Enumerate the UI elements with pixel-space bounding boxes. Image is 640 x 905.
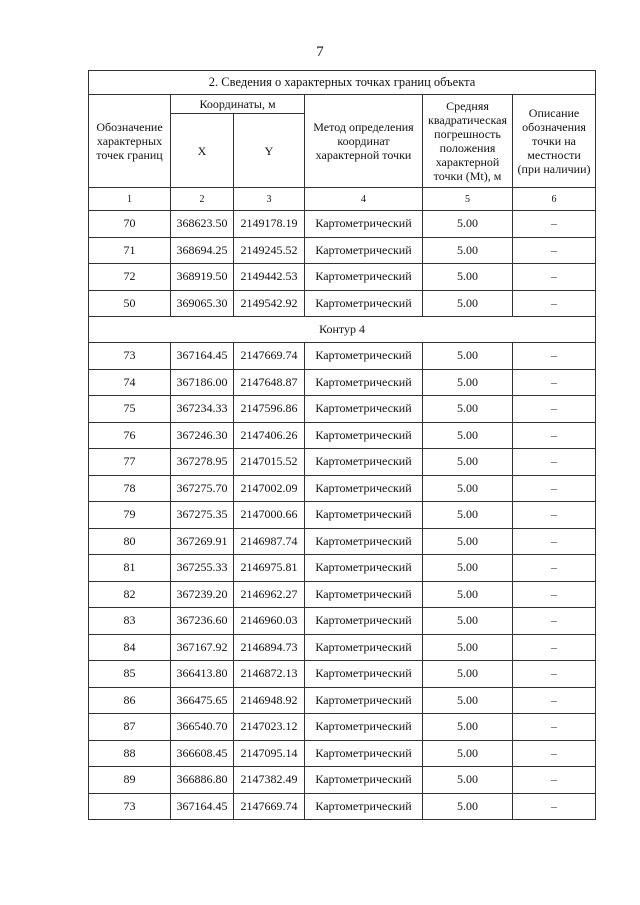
description-cell: – <box>513 449 596 476</box>
description-cell: – <box>513 608 596 635</box>
y-cell: 2147406.26 <box>234 422 305 449</box>
description-cell: – <box>513 661 596 688</box>
description-cell: – <box>513 793 596 820</box>
method-cell: Картометрический <box>305 369 423 396</box>
table-row <box>89 687 596 714</box>
method-cell: Картометрический <box>305 290 423 317</box>
table-row <box>89 767 596 794</box>
description-cell: – <box>513 343 596 370</box>
accuracy-cell: 5.00 <box>423 343 513 370</box>
accuracy-cell: 5.00 <box>423 290 513 317</box>
page-number: 7 <box>316 44 324 60</box>
table-row <box>89 608 596 635</box>
description-cell: – <box>513 502 596 529</box>
y-cell: 2147015.52 <box>234 449 305 476</box>
x-cell: 366540.70 <box>171 714 234 741</box>
method-cell: Картометрический <box>305 767 423 794</box>
y-cell: 2147023.12 <box>234 714 305 741</box>
point-cell: 71 <box>89 237 171 264</box>
point-cell: 87 <box>89 714 171 741</box>
description-cell: – <box>513 528 596 555</box>
table-row <box>89 740 596 767</box>
method-cell: Картометрический <box>305 634 423 661</box>
method-cell: Картометрический <box>305 740 423 767</box>
accuracy-cell: 5.00 <box>423 237 513 264</box>
header-accuracy: Средняя квадратическая погрешность положения характерной точки (Mt), м <box>423 95 513 188</box>
accuracy-cell: 5.00 <box>423 714 513 741</box>
point-cell: 86 <box>89 687 171 714</box>
description-cell: – <box>513 237 596 264</box>
point-cell: 85 <box>89 661 171 688</box>
y-cell: 2147002.09 <box>234 475 305 502</box>
table-row <box>89 581 596 608</box>
x-cell: 367164.45 <box>171 343 234 370</box>
table-row <box>89 264 596 291</box>
x-cell: 367275.35 <box>171 502 234 529</box>
table-row <box>89 528 596 555</box>
description-cell: – <box>513 714 596 741</box>
x-cell: 366413.80 <box>171 661 234 688</box>
column-numbers-row <box>89 188 596 211</box>
y-cell: 2149245.52 <box>234 237 305 264</box>
y-cell: 2146962.27 <box>234 581 305 608</box>
x-cell: 367269.91 <box>171 528 234 555</box>
table-row <box>89 661 596 688</box>
accuracy-cell: 5.00 <box>423 608 513 635</box>
table-row <box>89 634 596 661</box>
accuracy-cell: 5.00 <box>423 793 513 820</box>
point-cell: 50 <box>89 290 171 317</box>
header-method: Метод определения координат характерной точки <box>305 95 423 188</box>
accuracy-cell: 5.00 <box>423 528 513 555</box>
column-number: 6 <box>513 188 596 211</box>
contour-label: Контур 4 <box>89 317 596 343</box>
table-row <box>89 290 596 317</box>
header-y: Y <box>234 114 305 188</box>
accuracy-cell: 5.00 <box>423 422 513 449</box>
method-cell: Картометрический <box>305 714 423 741</box>
point-cell: 70 <box>89 211 171 238</box>
table-row <box>89 555 596 582</box>
boundary-points-table <box>88 70 596 820</box>
accuracy-cell: 5.00 <box>423 449 513 476</box>
x-cell: 367275.70 <box>171 475 234 502</box>
table-row <box>89 343 596 370</box>
x-cell: 367164.45 <box>171 793 234 820</box>
y-cell: 2149442.53 <box>234 264 305 291</box>
method-cell: Картометрический <box>305 608 423 635</box>
point-cell: 81 <box>89 555 171 582</box>
method-cell: Картометрический <box>305 581 423 608</box>
accuracy-cell: 5.00 <box>423 634 513 661</box>
column-number: 5 <box>423 188 513 211</box>
y-cell: 2147000.66 <box>234 502 305 529</box>
table-row <box>89 714 596 741</box>
method-cell: Картометрический <box>305 264 423 291</box>
y-cell: 2147095.14 <box>234 740 305 767</box>
description-cell: – <box>513 264 596 291</box>
x-cell: 367239.20 <box>171 581 234 608</box>
description-cell: – <box>513 581 596 608</box>
point-cell: 74 <box>89 369 171 396</box>
table-row <box>89 449 596 476</box>
accuracy-cell: 5.00 <box>423 475 513 502</box>
y-cell: 2146987.74 <box>234 528 305 555</box>
method-cell: Картометрический <box>305 422 423 449</box>
method-cell: Картометрический <box>305 528 423 555</box>
header-point: Обозначение характерных точек границ <box>89 95 171 188</box>
table-row <box>89 369 596 396</box>
x-cell: 368919.50 <box>171 264 234 291</box>
accuracy-cell: 5.00 <box>423 555 513 582</box>
point-cell: 75 <box>89 396 171 423</box>
y-cell: 2146975.81 <box>234 555 305 582</box>
point-cell: 73 <box>89 343 171 370</box>
description-cell: – <box>513 767 596 794</box>
description-cell: – <box>513 369 596 396</box>
point-cell: 84 <box>89 634 171 661</box>
method-cell: Картометрический <box>305 237 423 264</box>
method-cell: Картометрический <box>305 211 423 238</box>
accuracy-cell: 5.00 <box>423 767 513 794</box>
accuracy-cell: 5.00 <box>423 740 513 767</box>
description-cell: – <box>513 634 596 661</box>
x-cell: 367167.92 <box>171 634 234 661</box>
table-row <box>89 396 596 423</box>
point-cell: 72 <box>89 264 171 291</box>
column-number: 1 <box>89 188 171 211</box>
x-cell: 366886.80 <box>171 767 234 794</box>
y-cell: 2147669.74 <box>234 793 305 820</box>
point-cell: 88 <box>89 740 171 767</box>
section-title: 2. Сведения о характерных точках границ объекта <box>89 71 596 95</box>
x-cell: 367255.33 <box>171 555 234 582</box>
method-cell: Картометрический <box>305 449 423 476</box>
x-cell: 366608.45 <box>171 740 234 767</box>
accuracy-cell: 5.00 <box>423 264 513 291</box>
method-cell: Картометрический <box>305 661 423 688</box>
point-cell: 79 <box>89 502 171 529</box>
description-cell: – <box>513 475 596 502</box>
y-cell: 2149178.19 <box>234 211 305 238</box>
x-cell: 367234.33 <box>171 396 234 423</box>
x-cell: 367278.95 <box>171 449 234 476</box>
method-cell: Картометрический <box>305 793 423 820</box>
y-cell: 2146872.13 <box>234 661 305 688</box>
method-cell: Картометрический <box>305 502 423 529</box>
method-cell: Картометрический <box>305 687 423 714</box>
point-cell: 89 <box>89 767 171 794</box>
column-number: 4 <box>305 188 423 211</box>
point-cell: 76 <box>89 422 171 449</box>
x-cell: 368623.50 <box>171 211 234 238</box>
accuracy-cell: 5.00 <box>423 581 513 608</box>
point-cell: 73 <box>89 793 171 820</box>
header-coordinates: Координаты, м <box>171 95 305 114</box>
x-cell: 369065.30 <box>171 290 234 317</box>
table-row <box>89 475 596 502</box>
x-cell: 368694.25 <box>171 237 234 264</box>
method-cell: Картометрический <box>305 343 423 370</box>
method-cell: Картометрический <box>305 555 423 582</box>
table-row <box>89 237 596 264</box>
description-cell: – <box>513 290 596 317</box>
table-row <box>89 793 596 820</box>
accuracy-cell: 5.00 <box>423 369 513 396</box>
x-cell: 367246.30 <box>171 422 234 449</box>
x-cell: 366475.65 <box>171 687 234 714</box>
accuracy-cell: 5.00 <box>423 502 513 529</box>
y-cell: 2149542.92 <box>234 290 305 317</box>
y-cell: 2146948.92 <box>234 687 305 714</box>
table-row <box>89 422 596 449</box>
table-row <box>89 211 596 238</box>
method-cell: Картометрический <box>305 475 423 502</box>
y-cell: 2147669.74 <box>234 343 305 370</box>
point-cell: 82 <box>89 581 171 608</box>
point-cell: 78 <box>89 475 171 502</box>
point-cell: 77 <box>89 449 171 476</box>
accuracy-cell: 5.00 <box>423 687 513 714</box>
y-cell: 2147382.49 <box>234 767 305 794</box>
description-cell: – <box>513 422 596 449</box>
y-cell: 2146894.73 <box>234 634 305 661</box>
point-cell: 83 <box>89 608 171 635</box>
point-cell: 80 <box>89 528 171 555</box>
description-cell: – <box>513 687 596 714</box>
contour-row <box>89 317 596 343</box>
x-cell: 367186.00 <box>171 369 234 396</box>
column-number: 3 <box>234 188 305 211</box>
method-cell: Картометрический <box>305 396 423 423</box>
y-cell: 2147648.87 <box>234 369 305 396</box>
description-cell: – <box>513 740 596 767</box>
accuracy-cell: 5.00 <box>423 211 513 238</box>
table-row <box>89 502 596 529</box>
description-cell: – <box>513 396 596 423</box>
y-cell: 2147596.86 <box>234 396 305 423</box>
y-cell: 2146960.03 <box>234 608 305 635</box>
header-description: Описание обозначения точки на местности (при наличии) <box>513 95 596 188</box>
accuracy-cell: 5.00 <box>423 661 513 688</box>
description-cell: – <box>513 555 596 582</box>
header-x: X <box>171 114 234 188</box>
column-number: 2 <box>171 188 234 211</box>
x-cell: 367236.60 <box>171 608 234 635</box>
description-cell: – <box>513 211 596 238</box>
accuracy-cell: 5.00 <box>423 396 513 423</box>
